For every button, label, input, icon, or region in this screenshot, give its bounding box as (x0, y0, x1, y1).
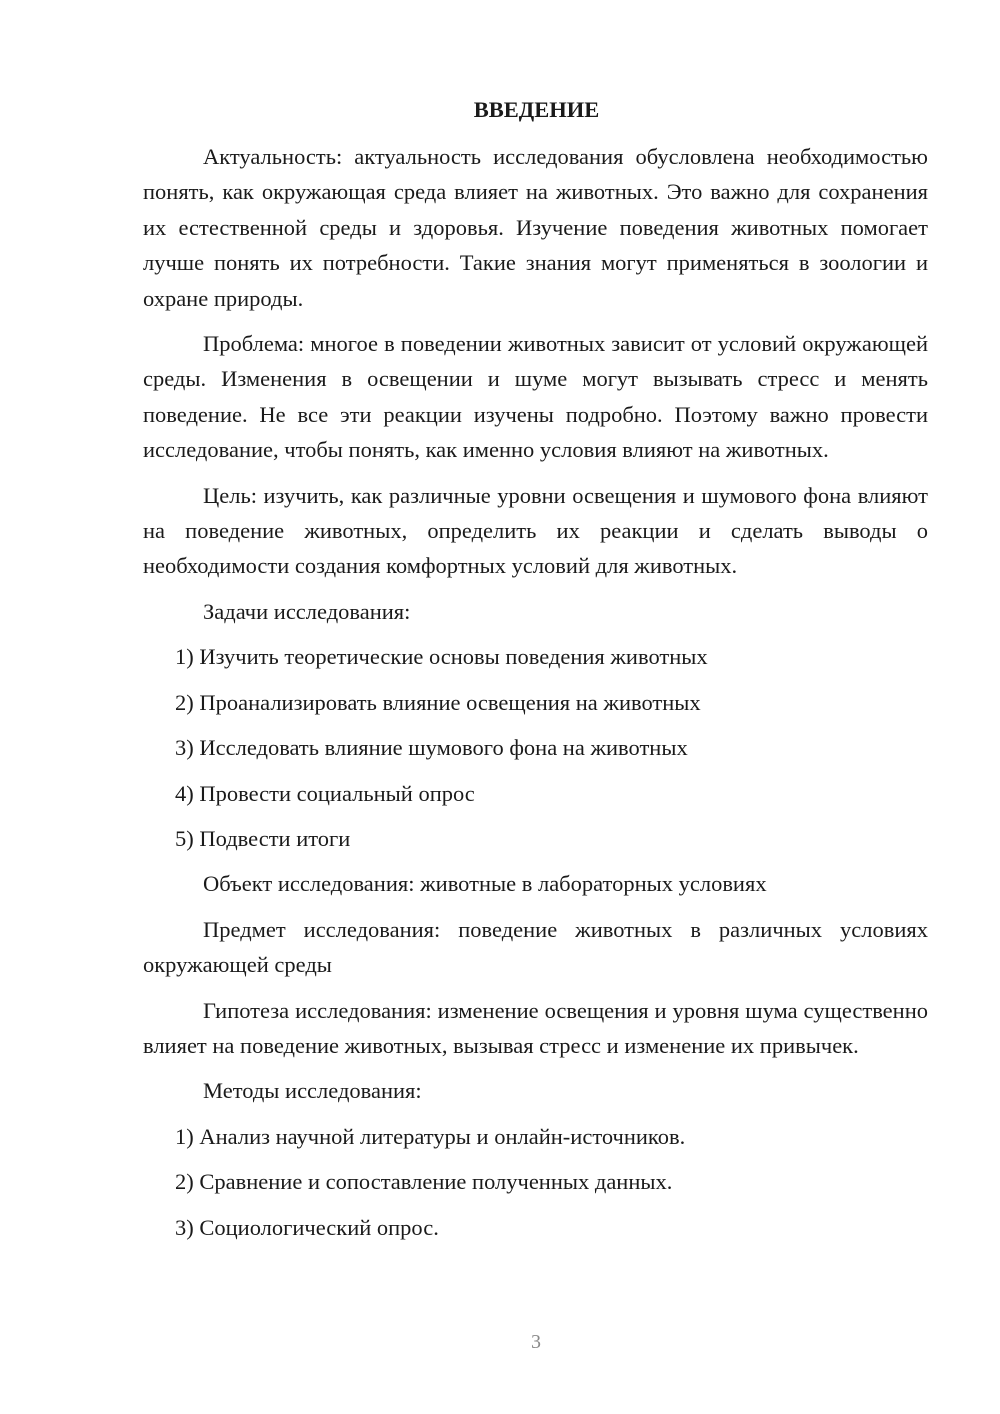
task-item: 3) Исследовать влияние шумового фона на животных (175, 735, 688, 761)
method-item: 3) Социологический опрос. (175, 1214, 439, 1240)
paragraph-subject: Предмет исследования: поведение животных в различных условиях окружающей среды (143, 916, 928, 978)
tasks-heading: Задачи исследования: (203, 598, 411, 624)
section-title: ВВЕДЕНИЕ (473, 97, 600, 122)
paragraph-problem: Проблема: многое в поведении животных зависит от условий окружающей среды. Изменения в освещении и шуме могут вызывать стресс и менять поведение. Не все эти реакции изучены подробно. Поэтому важно провести исследование, чтобы понять, как именно условия влияют на животных. (143, 331, 928, 463)
task-item: 2) Проанализировать влияние освещения на животных (175, 689, 701, 715)
methods-heading: Методы исследования: (203, 1078, 422, 1104)
paragraph-hypothesis: Гипотеза исследования: изменение освещения и уровня шума существенно влияет на поведение животных, вызывая стресс и изменение их привычек. (143, 997, 928, 1058)
paragraph-goal: Цель: изучить, как различные уровни освещения и шумового фона влияют на поведение животных, определить их реакции и сделать выводы о необходимости создания комфортных условий для животных. (143, 482, 928, 579)
page-number: 3 (531, 1331, 541, 1353)
task-item: 4) Провести социальный опрос (175, 780, 475, 806)
paragraph-object: Объект исследования: животные в лабораторных условиях (203, 871, 767, 897)
method-item: 2) Сравнение и сопоставление полученных данных. (175, 1169, 673, 1195)
method-item: 1) Анализ научной литературы и онлайн-источников. (175, 1123, 686, 1149)
paragraph-relevance: Актуальность: актуальность исследования обусловлена необходимостью понять, как окружающая среда влияет на животных. Это важно для сохранения их естественной среды и здоровья. Изучение поведения животных помогает лучше понять их потребности. Такие знания могут применяться в зоологии и охране природы. (143, 144, 928, 311)
page-content (143, 92, 928, 1255)
task-item: 1) Изучить теоретические основы поведения животных (175, 644, 708, 670)
task-item: 5) Подвести итоги (175, 825, 351, 851)
